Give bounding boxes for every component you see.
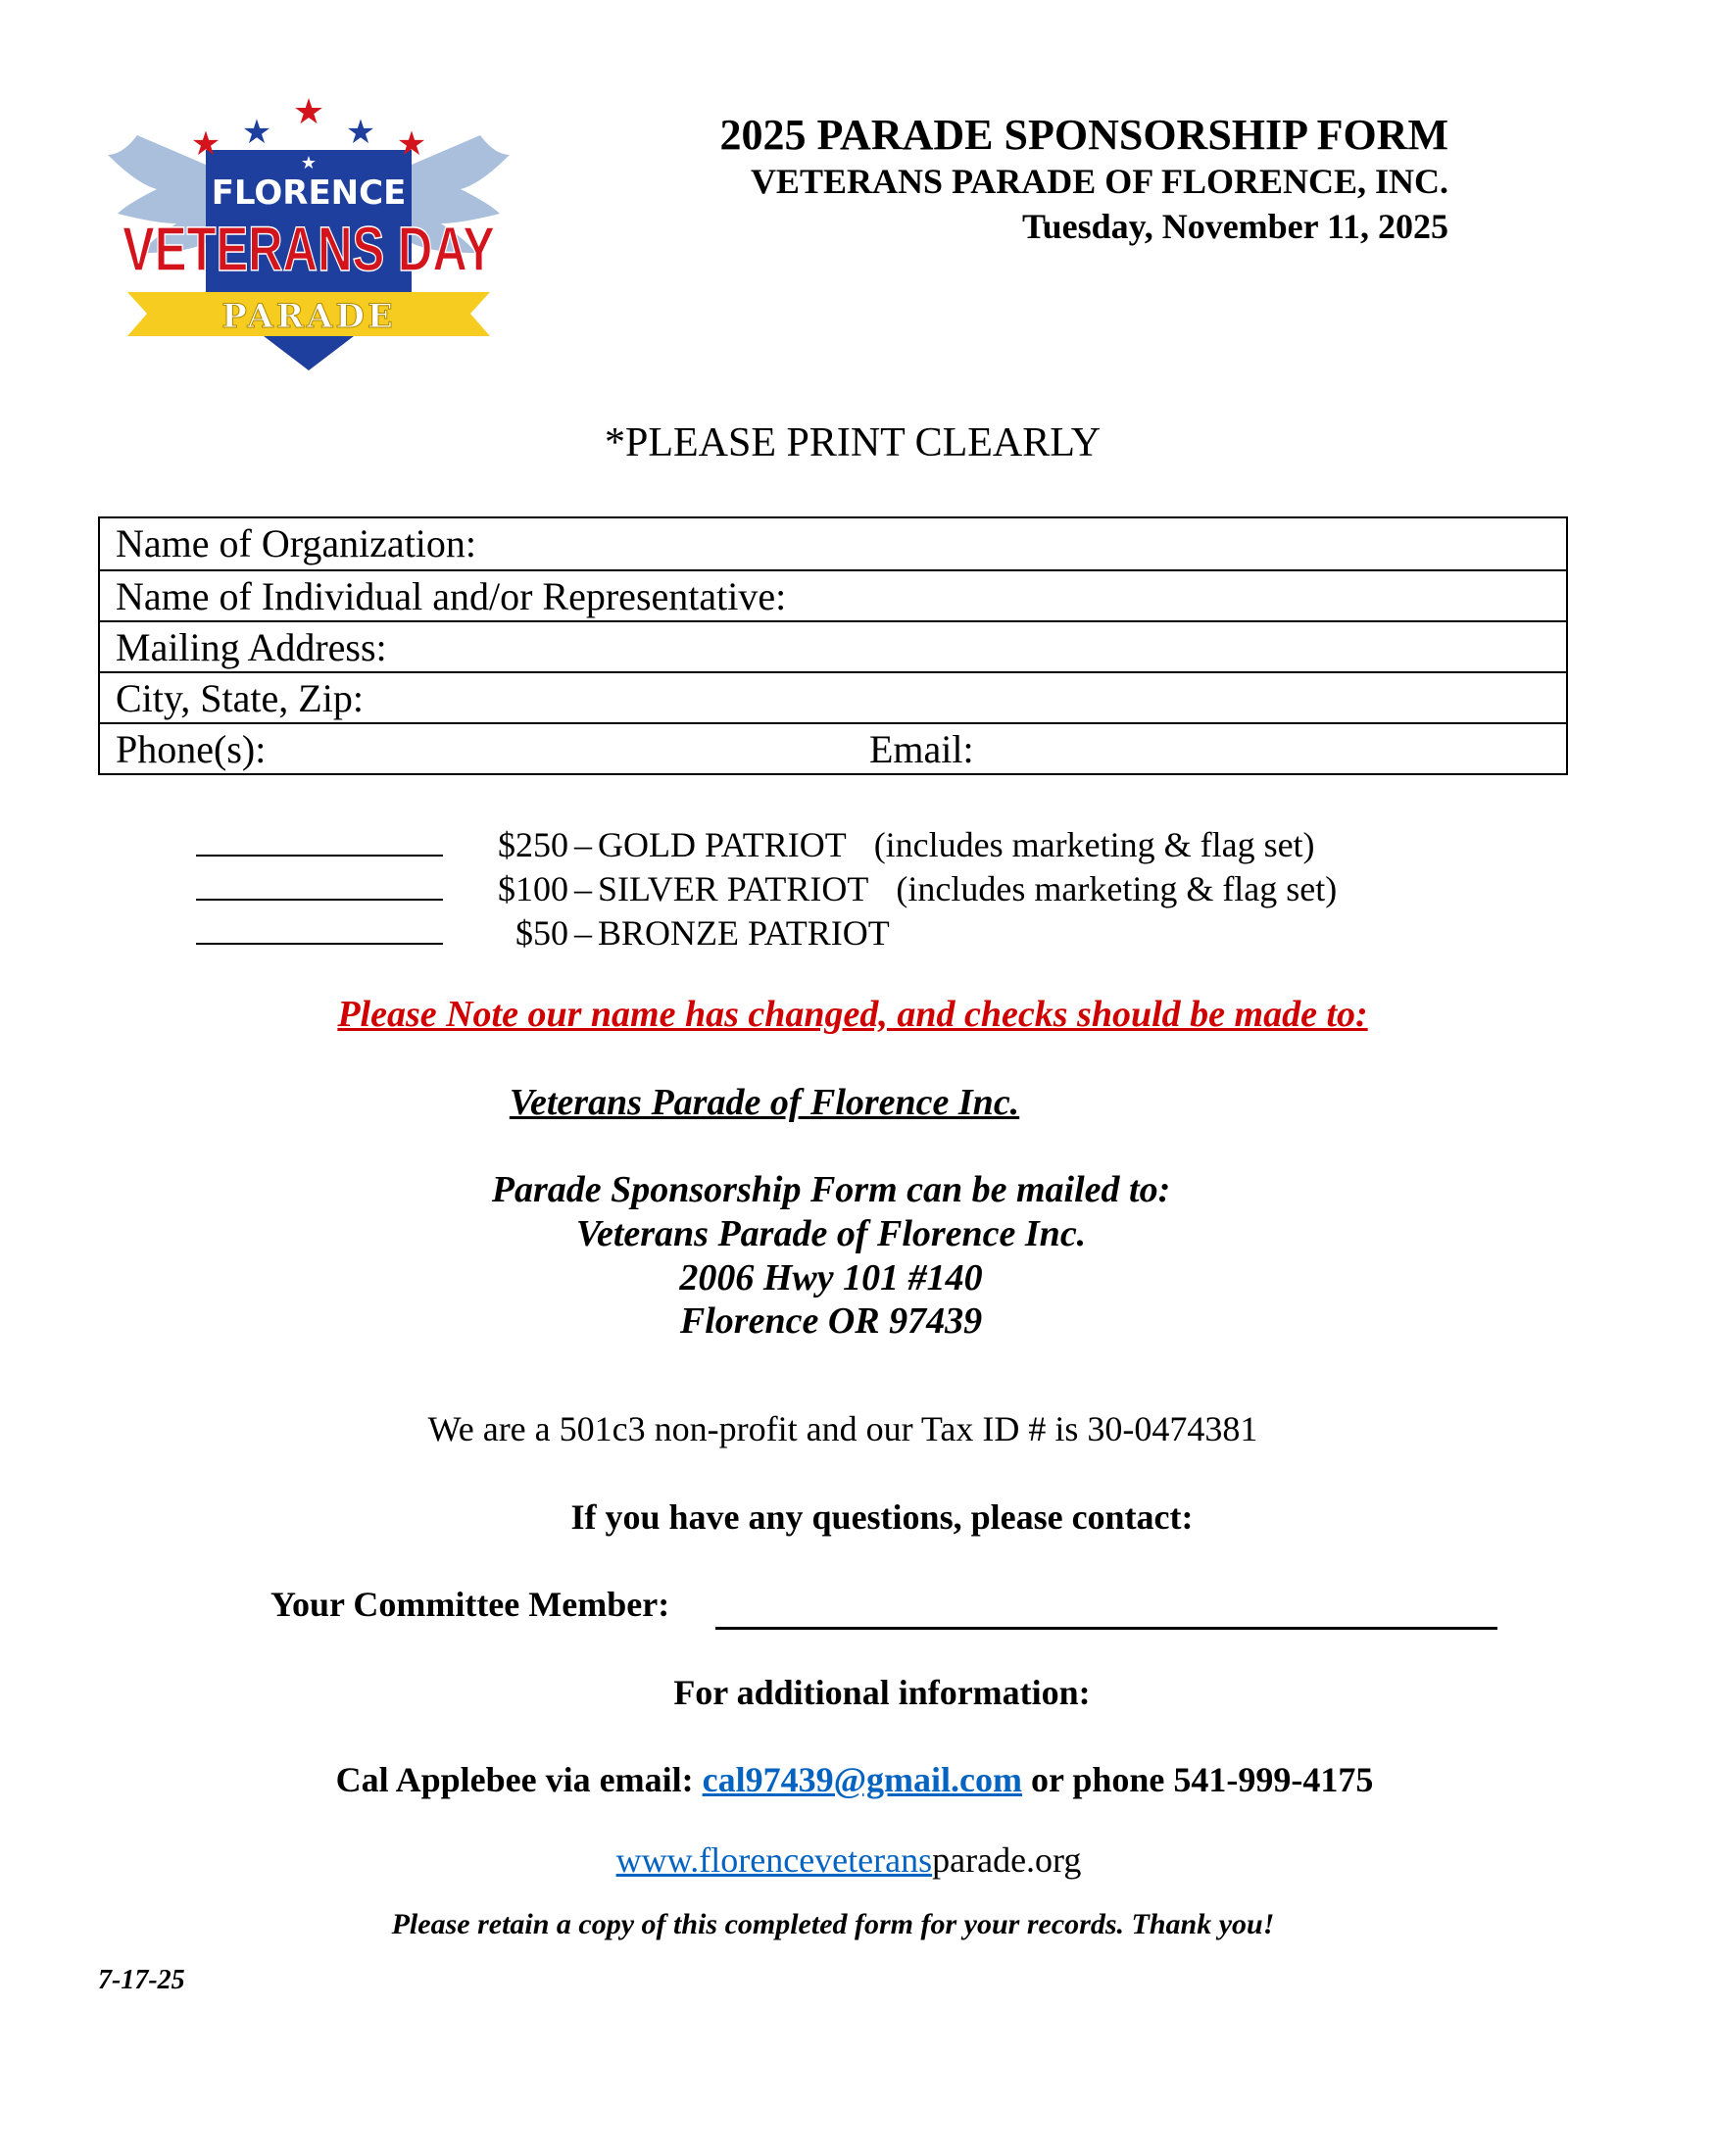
svg-text:★: ★ [190,126,221,163]
organization-name: VETERANS PARADE OF FLORENCE, INC. [750,162,1448,201]
print-clearly-note: *PLEASE PRINT CLEARLY [604,420,1102,466]
website-line [16,1839,1682,1881]
svg-text:★: ★ [292,92,325,131]
retain-copy-note: Please retain a copy of this completed form for your records. Thank you! [391,1908,1275,1940]
mailing-street: 2006 Hwy 101 #140 [679,1257,983,1298]
website-suffix: parade.org [932,1840,1082,1880]
contact-line [22,1759,1688,1800]
city-state-zip-field[interactable] [100,671,1566,722]
tier-bronze [196,907,890,952]
tier-gold-amount: $250 [498,825,568,864]
payee-text: Veterans Parade of Florence Inc. [509,1082,1020,1123]
tier-silver-amount: $100 [498,869,568,908]
mailing-address-field[interactable] [100,620,1566,671]
tier-gold [196,819,1315,863]
representative-label: Name of Individual and/or Representative: [116,574,787,618]
email-label: Email: [869,727,974,771]
mailing-address-label: Mailing Address: [116,625,387,669]
organization-field[interactable] [100,518,1566,569]
contact-email-link[interactable]: cal97439@gmail.com [702,1760,1023,1799]
contact-phone: or phone 541-999-4175 [1031,1760,1374,1799]
committee-member-blank[interactable] [715,1627,1497,1630]
svg-text:★: ★ [241,115,272,151]
tier-gold-note: (includes marketing & flag set) [873,825,1315,864]
city-state-zip-label: City, State, Zip: [116,676,364,720]
tier-silver [196,863,1337,907]
tier-gold-blank[interactable] [196,819,443,857]
organization-label: Name of Organization: [116,521,477,565]
svg-text:★: ★ [300,153,318,172]
phone-label: Phone(s): [116,727,267,771]
tier-bronze-name: BRONZE PATRIOT [598,913,890,953]
tier-silver-name: SILVER PATRIOT [598,869,869,908]
form-title: 2025 PARADE SPONSORSHIP FORM [719,111,1448,159]
name-change-note: Please Note our name has changed, and checks should be made to: [337,994,1368,1035]
committee-member-label: Your Committee Member: [270,1585,670,1624]
mailing-name: Veterans Parade of Florence Inc. [575,1213,1087,1254]
mailing-intro: Parade Sponsorship Form can be mailed to: [491,1169,1171,1210]
tier-dash: – [574,869,592,908]
representative-field[interactable] [100,569,1566,620]
logo-banner-text: PARADE [221,297,396,336]
contact-prefix: Cal Applebee via email: [335,1760,694,1799]
tier-gold-name: GOLD PATRIOT [598,825,847,864]
additional-info-text: For additional information: [673,1673,1091,1712]
tier-dash: – [574,825,592,864]
version-date: 7-17-25 [98,1965,185,1995]
tier-silver-note: (includes marketing & flag set) [896,869,1338,908]
logo-top-text: FLORENCE [211,173,407,213]
logo-main-text: VETERANS DAY [122,214,495,284]
website-link[interactable]: www.florenceveterans [615,1840,933,1880]
svg-text:★: ★ [396,126,427,163]
tier-silver-blank[interactable] [196,863,443,901]
payee-name [0,1081,1597,1124]
tax-id-text: We are a 501c3 non-profit and our Tax ID # is 30-0474381 [427,1409,1258,1448]
questions-text: If you have any questions, please contact: [570,1497,1194,1537]
mailing-city: Florence OR 97439 [679,1300,983,1342]
veterans-day-parade-logo [98,92,519,375]
tier-bronze-blank[interactable] [196,907,443,945]
tier-bronze-amount: $50 [515,913,568,953]
phone-email-row[interactable] [100,722,1566,773]
svg-text:★: ★ [345,115,376,151]
parade-date: Tuesday, November 11, 2025 [1021,207,1448,246]
tier-dash: – [574,913,592,953]
contact-info-table [98,516,1568,775]
